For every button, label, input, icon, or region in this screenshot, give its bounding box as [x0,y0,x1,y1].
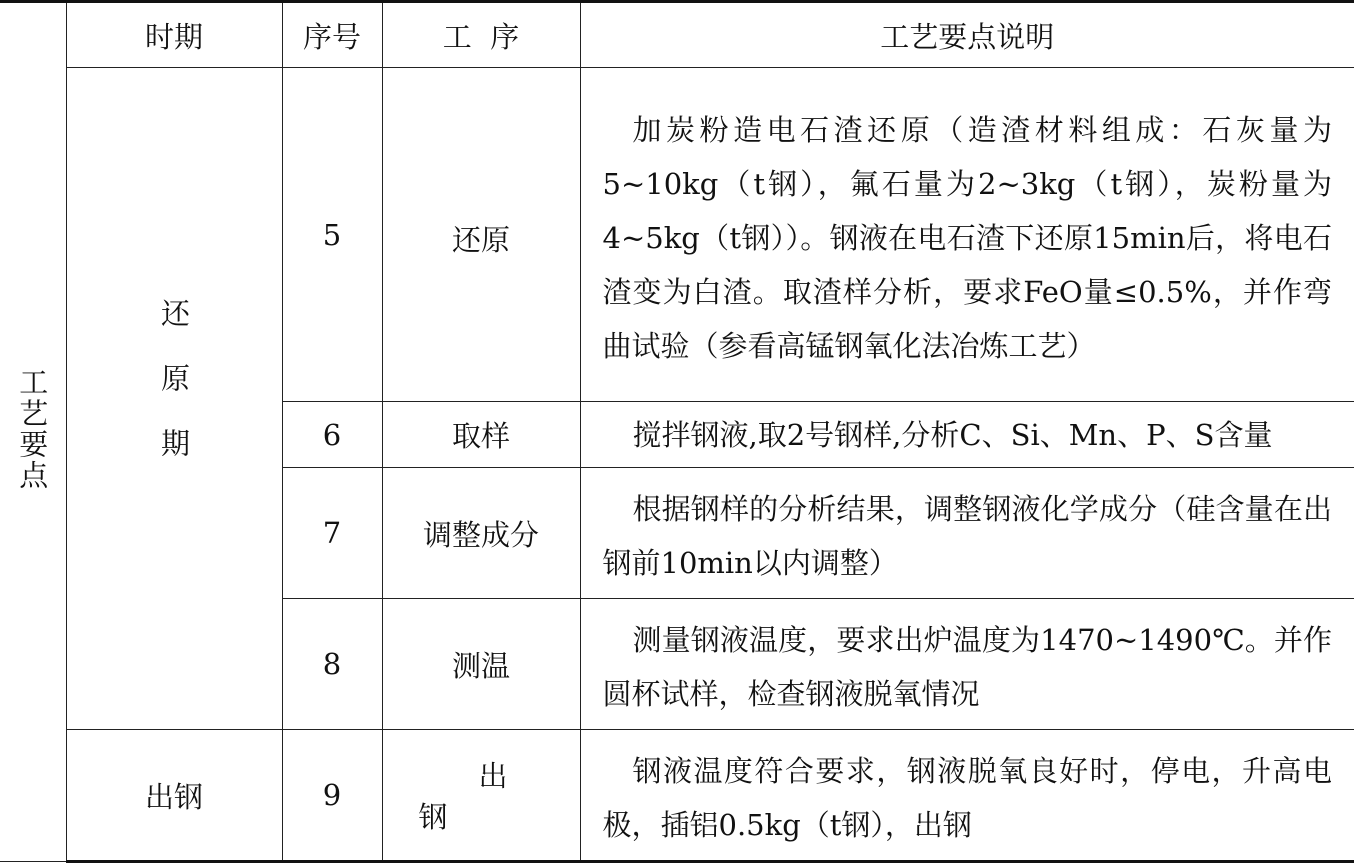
side-label: 工艺要点 [15,366,50,491]
row-7-notes-text: 根据钢样的分析结果，调整钢液化学成分（硅含量在出钢前10min以内调整） [602,492,1332,580]
row-7-index: 7 [282,468,382,599]
header-index: 序号 [282,2,382,68]
row-5-index: 5 [282,68,382,402]
row-5-process: 还原 [382,68,580,402]
row-9-process-cell [382,730,604,862]
table-row [0,730,1354,862]
side-label-cell [0,2,66,862]
header-process-text: 工 序 [442,19,520,54]
row-9-process: 出钢 [418,759,604,834]
header-process [382,2,580,68]
row-6-process: 取样 [382,402,580,468]
row-8-notes [580,599,1354,730]
row-7-process: 调整成分 [382,468,580,599]
row-6-notes-text: 搅拌钢液,取2号钢样,分析C、Si、Mn、P、S含量 [632,417,1273,452]
table-header-row [0,2,1354,68]
header-period: 时期 [66,2,282,68]
row-7-notes [580,468,1354,599]
row-8-process: 测温 [382,599,580,730]
row-5-notes [580,68,1354,402]
row-8-index: 8 [282,599,382,730]
row-9-notes [580,730,1354,862]
row-5-notes-text: 加炭粉造电石渣还原（造渣材料组成：石灰量为5~10kg（t钢），氟石量为2~3kg（t钢），炭粉量为4~5kg（t钢））。钢液在电石渣下还原15min后，将电石渣变为白渣。取渣样分析，要求FeO量≤0.5%，并作弯曲试验（参看高锰钢氧化法冶炼工艺） [602,112,1332,363]
row-9-notes-text: 钢液温度符合要求，钢液脱氧良好时，停电，升高电极，插铝0.5kg（t钢），出钢 [602,754,1332,842]
row-8-notes-text: 测量钢液温度，要求出炉温度为1470~1490℃。并作圆杯试样，检查钢液脱氧情况 [602,623,1332,711]
row-9-index: 9 [282,730,382,862]
period-reduction: 还原期 [157,297,191,493]
period-tapping: 出钢 [66,730,282,862]
row-6-notes [580,402,1354,468]
table-row [0,68,1354,402]
header-notes: 工艺要点说明 [580,2,1354,68]
row-6-index: 6 [282,402,382,468]
period-reduction-cell [66,68,282,730]
